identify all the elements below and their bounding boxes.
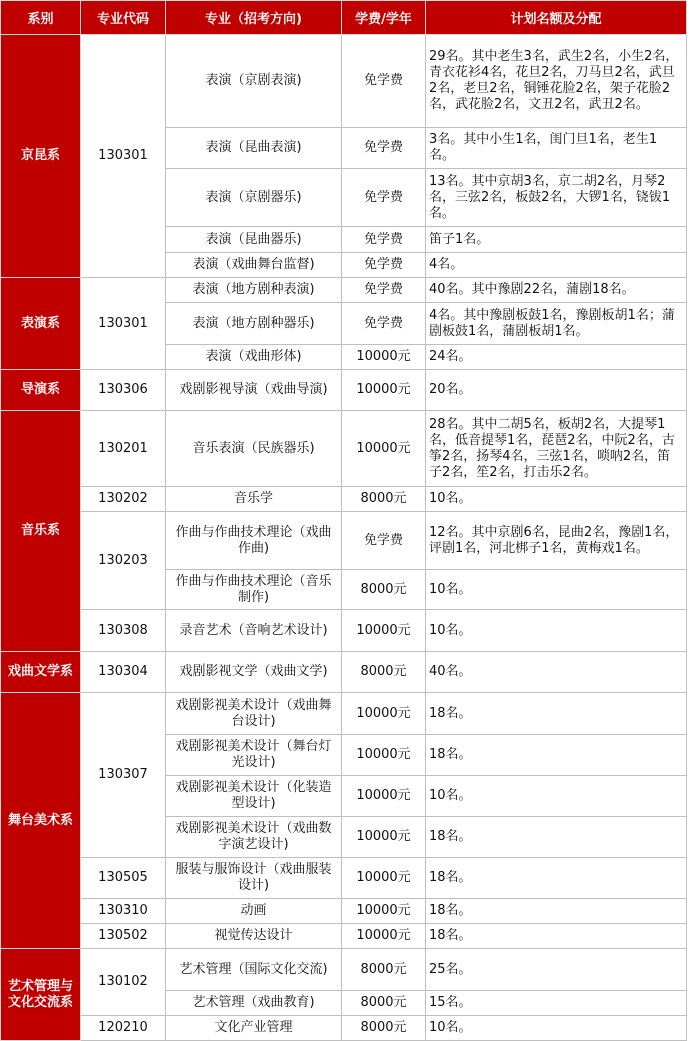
quota-cell: 10名。 [426,487,687,512]
header-major: 专业（招考方向) [166,1,342,35]
major-cell: 表演（地方剧种表演) [166,278,342,303]
table-row [1,652,687,693]
quota-cell: 12名。其中京剧6名，昆曲2名，豫剧1名，评剧1名，河北梆子1名，黄梅戏1名。 [426,512,687,570]
quota-cell: 28名。其中二胡5名，板胡2名，大提琴1名，低音提琴1名，琵琶2名，中阮2名，古筝2名，扬琴4名，三弦1名，唢呐2名，笛子2名，笙2名，打击乐2名。 [426,411,687,487]
quota-cell: 40名。 [426,652,687,693]
tuition-cell: 免学费 [342,512,426,570]
major-code-cell: 130307 [81,693,166,858]
tuition-cell: 8000元 [342,652,426,693]
tuition-cell: 8000元 [342,487,426,512]
tuition-cell: 免学费 [342,227,426,253]
quota-cell: 13名。其中京胡3名，京二胡2名，月琴2名，三弦2名，板鼓2名，大锣1名，铙钹1名。 [426,169,687,227]
quota-cell: 笛子1名。 [426,227,687,253]
table-row [1,1016,687,1041]
quota-cell: 10名。 [426,570,687,610]
quota-cell: 3名。其中小生1名，闺门旦1名，老生1名。 [426,128,687,169]
quota-cell: 18名。 [426,858,687,899]
major-cell: 戏剧影视美术设计（戏曲舞台设计) [166,693,342,735]
tuition-cell: 10000元 [342,735,426,776]
table-row [1,411,687,487]
department-cell: 表演系 [1,278,81,370]
table-row [1,278,687,303]
major-code-cell: 130308 [81,610,166,652]
major-code-cell: 130502 [81,924,166,949]
tuition-cell: 10000元 [342,858,426,899]
quota-cell: 18名。 [426,693,687,735]
table-row [1,35,687,128]
tuition-cell: 8000元 [342,949,426,991]
table-row [1,370,687,411]
tuition-cell: 10000元 [342,817,426,858]
major-cell: 表演（昆曲表演) [166,128,342,169]
major-cell: 表演（戏曲形体) [166,345,342,370]
tuition-cell: 10000元 [342,924,426,949]
tuition-cell: 8000元 [342,991,426,1016]
quota-cell: 25名。 [426,949,687,991]
department-cell: 音乐系 [1,411,81,652]
department-cell: 戏曲文学系 [1,652,81,693]
major-cell: 表演（京剧器乐) [166,169,342,227]
tuition-cell: 免学费 [342,128,426,169]
quota-cell: 10名。 [426,776,687,817]
tuition-cell: 10000元 [342,345,426,370]
table-row [1,610,687,652]
table-row [1,512,687,570]
header-row [1,1,687,35]
quota-cell: 20名。 [426,370,687,411]
quota-cell: 10名。 [426,1016,687,1041]
major-cell: 戏剧影视美术设计（化装造型设计) [166,776,342,817]
table-row [1,858,687,899]
tuition-cell: 免学费 [342,303,426,345]
header-department: 系别 [1,1,81,35]
quota-cell: 18名。 [426,899,687,924]
table-row [1,949,687,991]
major-cell: 表演（昆曲器乐) [166,227,342,253]
quota-cell: 18名。 [426,817,687,858]
tuition-cell: 免学费 [342,278,426,303]
major-cell: 戏剧影视文学（戏曲文学) [166,652,342,693]
major-cell: 视觉传达设计 [166,924,342,949]
major-code-cell: 130203 [81,512,166,610]
major-cell: 作曲与作曲技术理论（戏曲作曲) [166,512,342,570]
major-code-cell: 130301 [81,278,166,370]
major-cell: 表演（地方剧种器乐) [166,303,342,345]
tuition-cell: 10000元 [342,610,426,652]
table-row [1,487,687,512]
major-code-cell: 130301 [81,35,166,278]
major-cell: 表演（戏曲舞台监督) [166,253,342,278]
major-code-cell: 130306 [81,370,166,411]
tuition-cell: 免学费 [342,253,426,278]
header-quota: 计划名额及分配 [426,1,687,35]
department-cell: 导演系 [1,370,81,411]
quota-cell: 24名。 [426,345,687,370]
tuition-cell: 10000元 [342,370,426,411]
tuition-cell: 10000元 [342,899,426,924]
quota-cell: 18名。 [426,924,687,949]
tuition-cell: 10000元 [342,776,426,817]
quota-cell: 10名。 [426,610,687,652]
header-major-code: 专业代码 [81,1,166,35]
major-code-cell: 120210 [81,1016,166,1041]
quota-cell: 4名。其中豫剧板鼓1名，豫剧板胡1名；蒲剧板鼓1名，蒲剧板胡1名。 [426,303,687,345]
major-code-cell: 130505 [81,858,166,899]
quota-cell: 18名。 [426,735,687,776]
major-code-cell: 130304 [81,652,166,693]
major-code-cell: 130202 [81,487,166,512]
tuition-cell: 免学费 [342,169,426,227]
major-cell: 录音艺术（音响艺术设计) [166,610,342,652]
major-code-cell: 130102 [81,949,166,1016]
major-cell: 艺术管理（戏曲教育) [166,991,342,1016]
major-cell: 艺术管理（国际文化交流) [166,949,342,991]
major-cell: 服装与服饰设计（戏曲服装设计) [166,858,342,899]
quota-cell: 29名。其中老生3名，武生2名，小生2名，青衣花衫4名，花旦2名，刀马旦2名，武旦2名，老旦2名，铜锤花脸2名，架子花脸2名，武花脸2名，文丑2名，武丑2名。 [426,35,687,128]
table-row [1,924,687,949]
quota-cell: 15名。 [426,991,687,1016]
major-cell: 戏剧影视美术设计（舞台灯光设计) [166,735,342,776]
department-cell: 京昆系 [1,35,81,278]
quota-cell: 40名。其中豫剧22名，蒲剧18名。 [426,278,687,303]
major-cell: 音乐学 [166,487,342,512]
tuition-cell: 10000元 [342,693,426,735]
tuition-cell: 10000元 [342,411,426,487]
major-cell: 戏剧影视美术设计（戏曲数字演艺设计) [166,817,342,858]
major-code-cell: 130310 [81,899,166,924]
major-cell: 动画 [166,899,342,924]
major-cell: 文化产业管理 [166,1016,342,1041]
header-tuition: 学费/学年 [342,1,426,35]
table-row [1,899,687,924]
major-cell: 表演（京剧表演) [166,35,342,128]
department-cell: 舞台美术系 [1,693,81,949]
major-cell: 音乐表演（民族器乐) [166,411,342,487]
table-row [1,693,687,735]
tuition-cell: 8000元 [342,570,426,610]
quota-cell: 4名。 [426,253,687,278]
tuition-cell: 8000元 [342,1016,426,1041]
tuition-cell: 免学费 [342,35,426,128]
department-cell: 艺术管理与文化交流系 [1,949,81,1041]
major-cell: 戏剧影视导演（戏曲导演) [166,370,342,411]
major-cell: 作曲与作曲技术理论（音乐制作) [166,570,342,610]
major-code-cell: 130201 [81,411,166,487]
